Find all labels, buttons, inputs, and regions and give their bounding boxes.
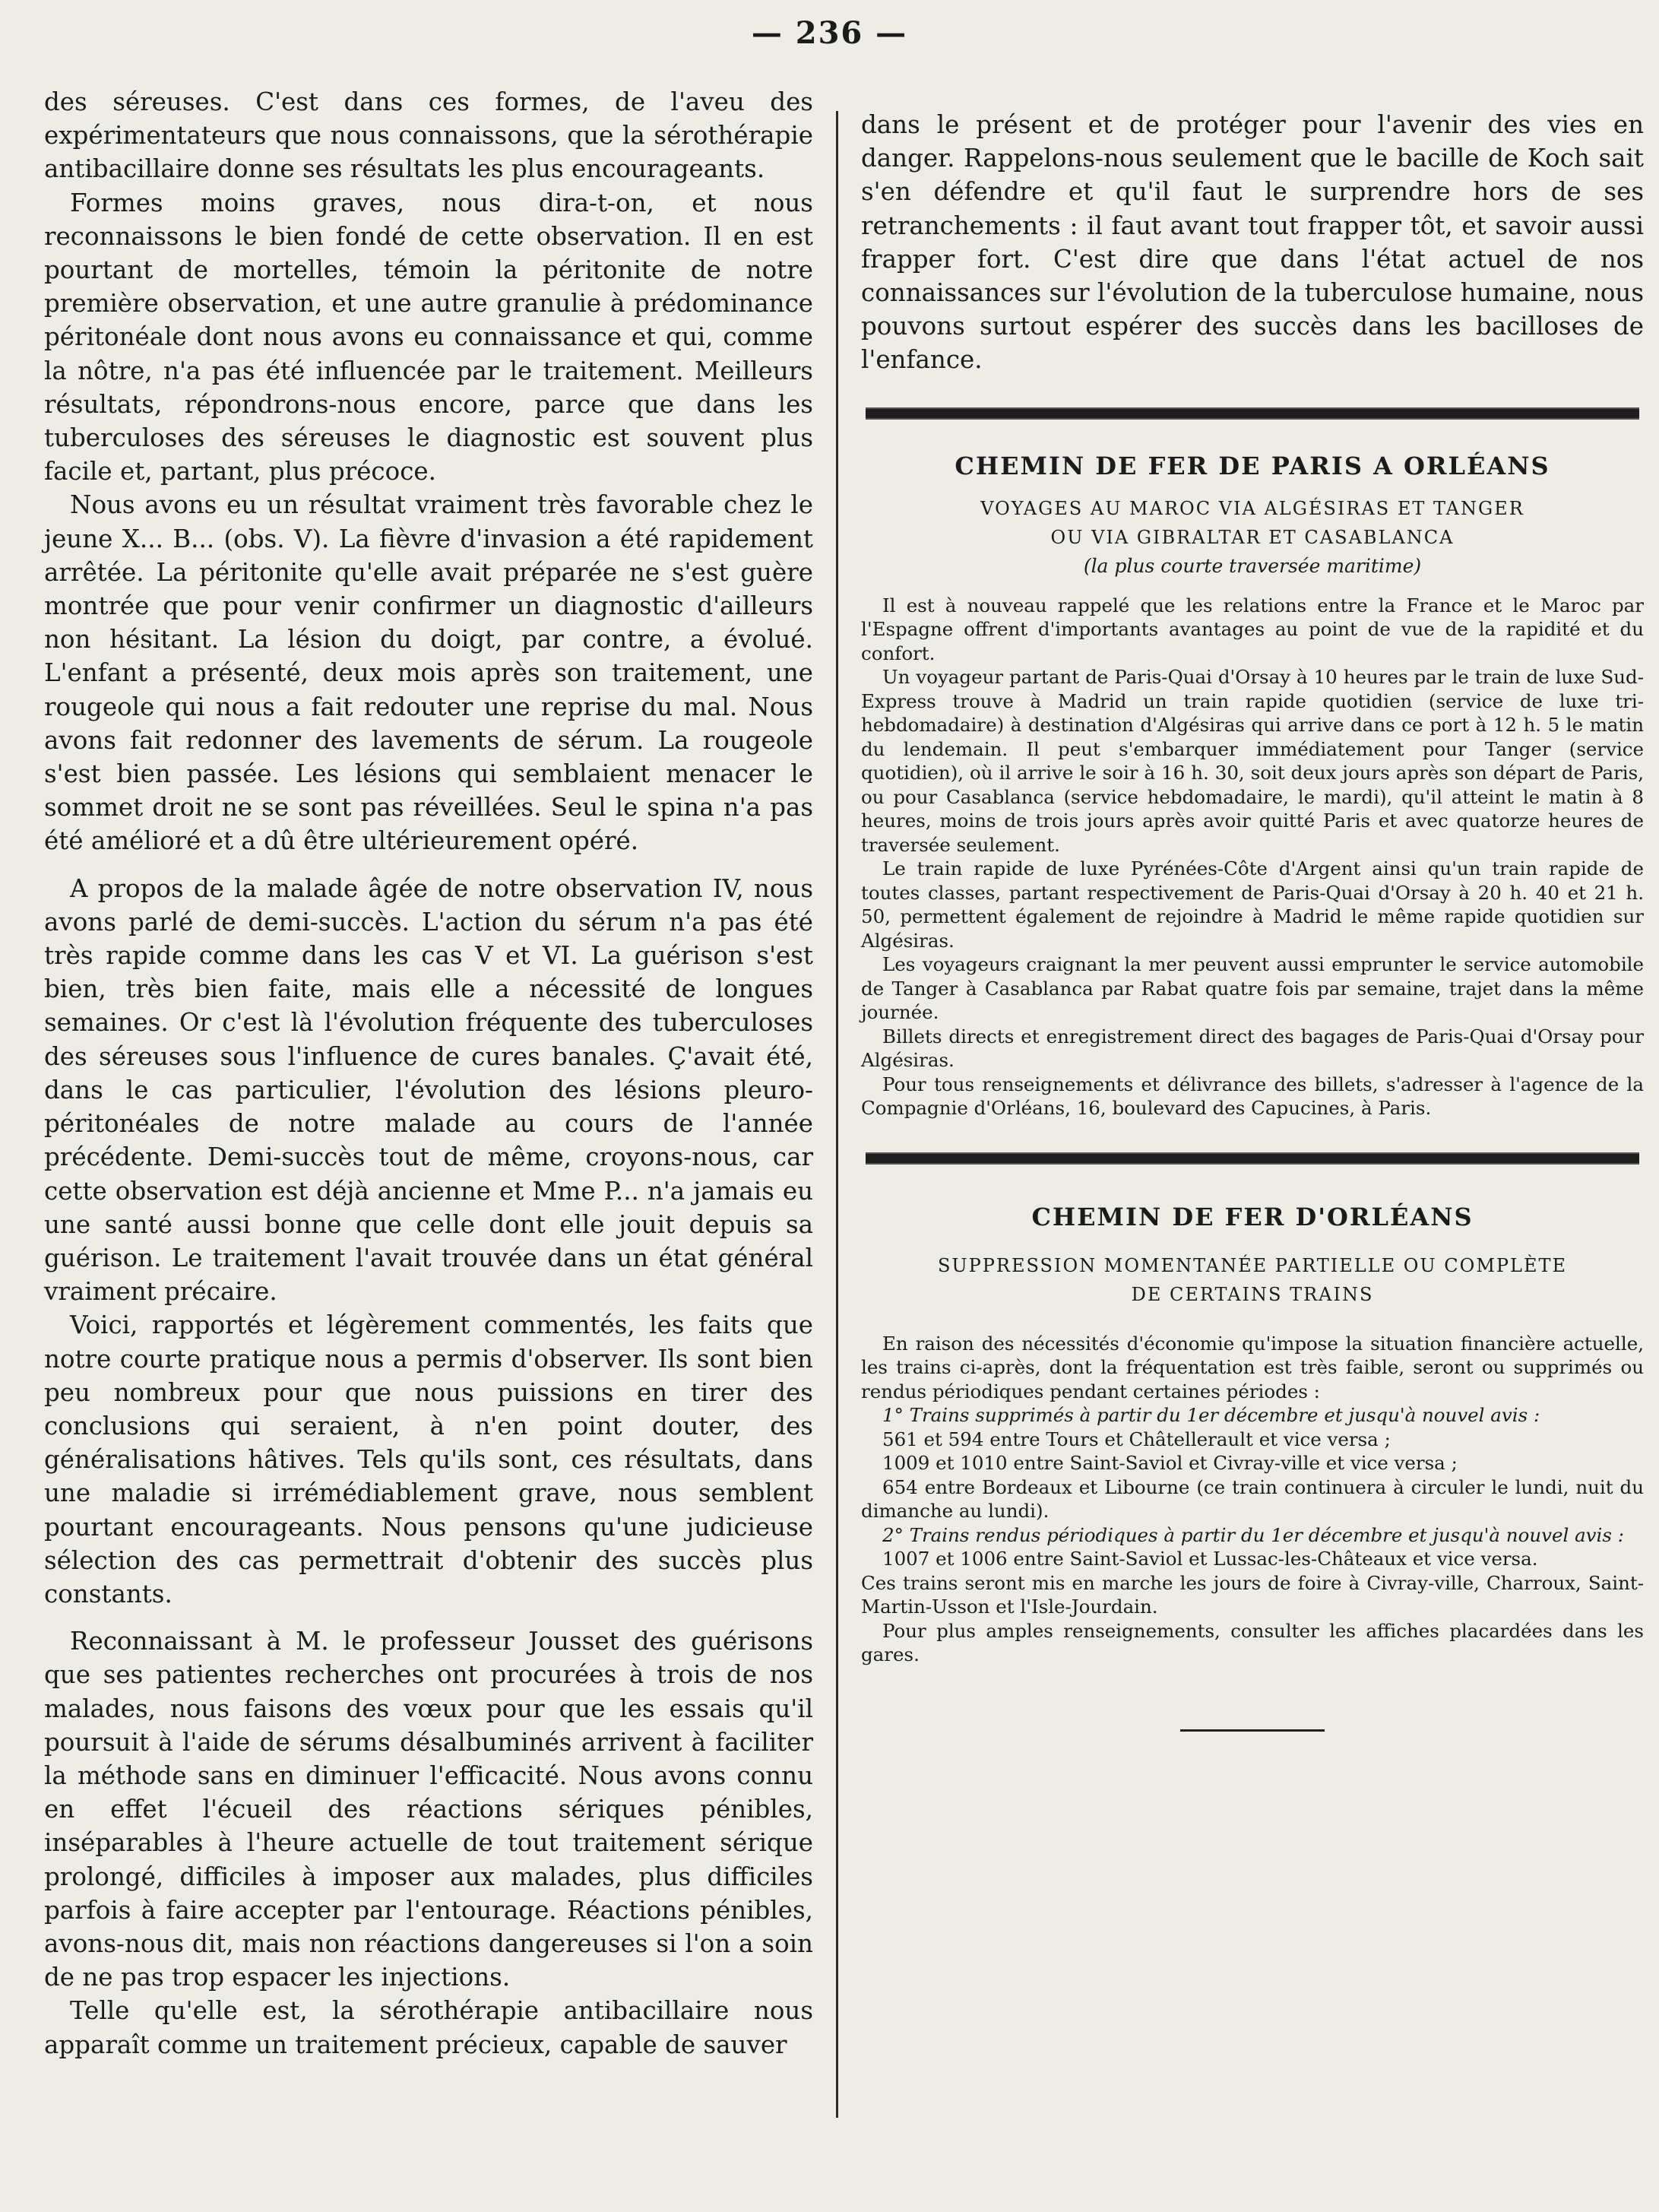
notice-paris-orleans — [861, 452, 1644, 1120]
notice-title: CHEMIN DE FER D'ORLÉANS — [1031, 1202, 1474, 1231]
list-item: 1007 et 1006 entre Saint-Saviol et Lussac-les-Châteaux et vice versa. — [882, 1548, 1538, 1570]
paragraph: Formes moins graves, nous dira-t-on, et nous reconnaissons le bien fondé de cette observation. Il en est pourtant de mortelles, témoin la péritonite de notre première observation, et une autre granulie à prédominance péritonéale dont nous avons eu connaissance et qui, comme la nôtre, n'a pas été influencée par le traitement. Meilleurs résultats, répondrons-nous encore, parce que dans les tuberculoses des séreuses le diagnostic est souvent plus facile et, partant, plus précoce. — [44, 188, 813, 486]
list-item: Ces trains seront mis en marche les jours de foire à Civray-ville, Charroux, Saint-Martin-Usson et l'Isle-Jourdain. — [861, 1571, 1644, 1618]
notice-subtitle: DE CERTAINS TRAINS — [1131, 1283, 1374, 1305]
notice-subtitle: OU VIA GIBRALTAR ET CASABLANCA — [1050, 526, 1455, 548]
paragraph: Reconnaissant à M. le professeur Jousset des guérisons que ses patientes recherches ont procurées à trois de nos malades, nous faisons des vœux pour que les essais qu'il poursuit à l'aide de sérums désalbuminés arrivent à faciliter la méthode sans en diminuer l'efficacité. Nous avons connu en effet l'écueil des réactions sériques pénibles, inséparables à l'heure actuelle de tout traitement sérique prolongé, difficiles à imposer aux malades, plus difficiles parfois à faire accepter par l'entourage. Réactions pénibles, avons-nous dit, mais non réactions dangereuses si l'on a soin de ne pas trop espacer les injections. — [44, 1627, 813, 1992]
list-item: 561 et 594 entre Tours et Châtellerault et vice versa ; — [882, 1428, 1391, 1450]
page-number: — 236 — — [751, 15, 908, 51]
paragraph: A propos de la malade âgée de notre observation IV, nous avons parlé de demi-succès. L'action du sérum n'a pas été très rapide comme dans les cas V et VI. La guérison s'est bien, très bien faite, mais elle a nécessité de longues semaines. Or c'est là l'évolution fréquente des tuberculoses des séreuses sous l'influence de cures banales. Ç'avait été, dans le cas particulier, l'évolution des lésions pleuro-péritonéales de notre malade au cours de l'année précédente. Demi-succès tout de même, croyons-nous, car cette observation est déjà ancienne et Mme P... n'a jamais eu une santé aussi bonne que celle dont elle jouit depuis sa guérison. Le traitement l'avait trouvée dans un état général vraiment précaire. — [44, 873, 813, 1307]
end-divider — [1180, 1729, 1325, 1732]
right-column — [861, 108, 1644, 1732]
list-item: 654 entre Bordeaux et Libourne (ce train continuera à circuler le lundi, nuit du dimanche au lundi). — [861, 1475, 1644, 1523]
notice-subtitle: VOYAGES AU MAROC VIA ALGÉSIRAS ET TANGER — [980, 497, 1524, 519]
notice-paragraph: Billets directs et enregistrement direct des bagages de Paris-Quai d'Orsay pour Algésiras. — [861, 1025, 1644, 1072]
paragraph: Voici, rapportés et légèrement commentés, les faits que notre courte pratique nous a permis d'observer. Ils sont bien peu nombreux pour que nous puissions en tirer des conclusions qui seraient, à n'en point douter, des généralisations hâtives. Tels qu'ils sont, ces résultats, dans une maladie si irrémédiablement grave, nous semblent pourtant encourageants. Nous pensons qu'une judicieuse sélection des cas permettrait d'obtenir des succès plus constants. — [44, 1310, 813, 1608]
notice-paragraph: Un voyageur partant de Paris-Quai d'Orsay à 10 heures par le train de luxe Sud-Express trouve à Madrid un train rapide quotidien (service de luxe tri-hebdomadaire) à destination d'Algésiras qui arrive dans ce port à 12 h. 5 le matin du lendemain. Il peut s'embarquer immédiatement pour Tanger (service quotidien), où il arrive le soir à 16 h. 30, soit deux jours après son départ de Paris, ou pour Casablanca (service hebdomadaire, le mardi), qu'il atteint le matin à 8 heures, moins de trois jours après avoir quitté Paris et avec quatorze heures de traversée seulement. — [861, 666, 1644, 856]
notice-paragraph: Le train rapide de luxe Pyrénées-Côte d'Argent ainsi qu'un train rapide de toutes classes, partant respectivement de Paris-Quai d'Orsay à 20 h. 40 et 21 h. 50, permettent également de rejoindre à Madrid le même rapide quotidien sur Algésiras. — [861, 857, 1644, 952]
list-heading: 2° Trains rendus périodiques à partir du 1er décembre et jusqu'à nouvel avis : — [882, 1523, 1624, 1546]
paragraph: Nous avons eu un résultat vraiment très favorable chez le jeune X... B... (obs. V). La fièvre d'invasion a été rapidement arrêtée. La péritonite qu'elle avait préparée ne s'est guère montrée que pour venir confirmer un diagnostic d'ailleurs non hésitant. La lésion du doigt, par contre, a évolué. L'enfant a présenté, deux mois après son traitement, une rougeole qui nous a fait redouter une reprise du mal. Nous avons fait redonner des lavements de sérum. La rougeole s'est bien passée. Les lésions qui semblaient menacer le sommet droit ne se sont pas réveillées. Seul le spina n'a pas été amélioré et a dû être ultérieurement opéré. — [44, 490, 813, 856]
paragraph: dans le présent et de protéger pour l'avenir des vies en danger. Rappelons-nous seulement que le bacille de Koch sait s'en défendre et qu'il faut le surprendre hors de ses retranchements : il faut avant tout frapper tôt, et savoir aussi frapper fort. C'est dire que dans l'état actuel de nos connaissances sur l'évolution de la tuberculose humaine, nous pouvons surtout espérer des succès dans les bacilloses de l'enfance. — [861, 110, 1644, 375]
notice-paragraph: En raison des nécessités d'économie qu'impose la situation financière actuelle, les trains ci-après, dont la fréquentation est très faible, seront ou supprimés ou rendus périodiques pendant certaines périodes : — [861, 1332, 1644, 1402]
notice-paragraph: Les voyageurs craignant la mer peuvent aussi emprunter le service automobile de Tanger à Casablanca par Rabat quatre fois par semaine, trajet dans la même journée. — [861, 953, 1644, 1024]
list-heading: 1° Trains supprimés à partir du 1er décembre et jusqu'à nouvel avis : — [882, 1404, 1540, 1427]
notice-subtitle: SUPPRESSION MOMENTANÉE PARTIELLE OU COMPLÈTE — [937, 1254, 1568, 1276]
notice-note: (la plus courte traversée maritime) — [1083, 554, 1422, 577]
notice-orleans-trains — [861, 1203, 1644, 1667]
notice-paragraph: Il est à nouveau rappelé que les relations entre la France et le Maroc par l'Espagne offrent d'importants avantages au point de vue de la rapidité et du confort. — [861, 594, 1644, 664]
paragraph: Telle qu'elle est, la sérothérapie antibacillaire nous apparaît comme un traitement précieux, capable de sauver — [44, 1996, 813, 2059]
notice-paragraph: Pour tous renseignements et délivrance des billets, s'adresser à l'agence de la Compagnie d'Orléans, 16, boulevard des Capucines, à Paris. — [861, 1073, 1644, 1120]
notice-paragraph: Pour plus amples renseignements, consulter les affiches placardées dans les gares. — [861, 1619, 1644, 1666]
notice-title: CHEMIN DE FER DE PARIS A ORLÉANS — [955, 451, 1550, 480]
column-divider — [836, 111, 838, 2118]
paragraph: des séreuses. C'est dans ces formes, de l'aveu des expérimentateurs que nous connaissons, que la sérothérapie antibacillaire donne ses résultats les plus encourageants. — [44, 87, 813, 184]
section-rule — [866, 1152, 1639, 1165]
section-rule — [866, 407, 1639, 420]
list-item: 1009 et 1010 entre Saint-Saviol et Civray-ville et vice versa ; — [882, 1452, 1458, 1475]
left-column — [44, 85, 813, 2061]
